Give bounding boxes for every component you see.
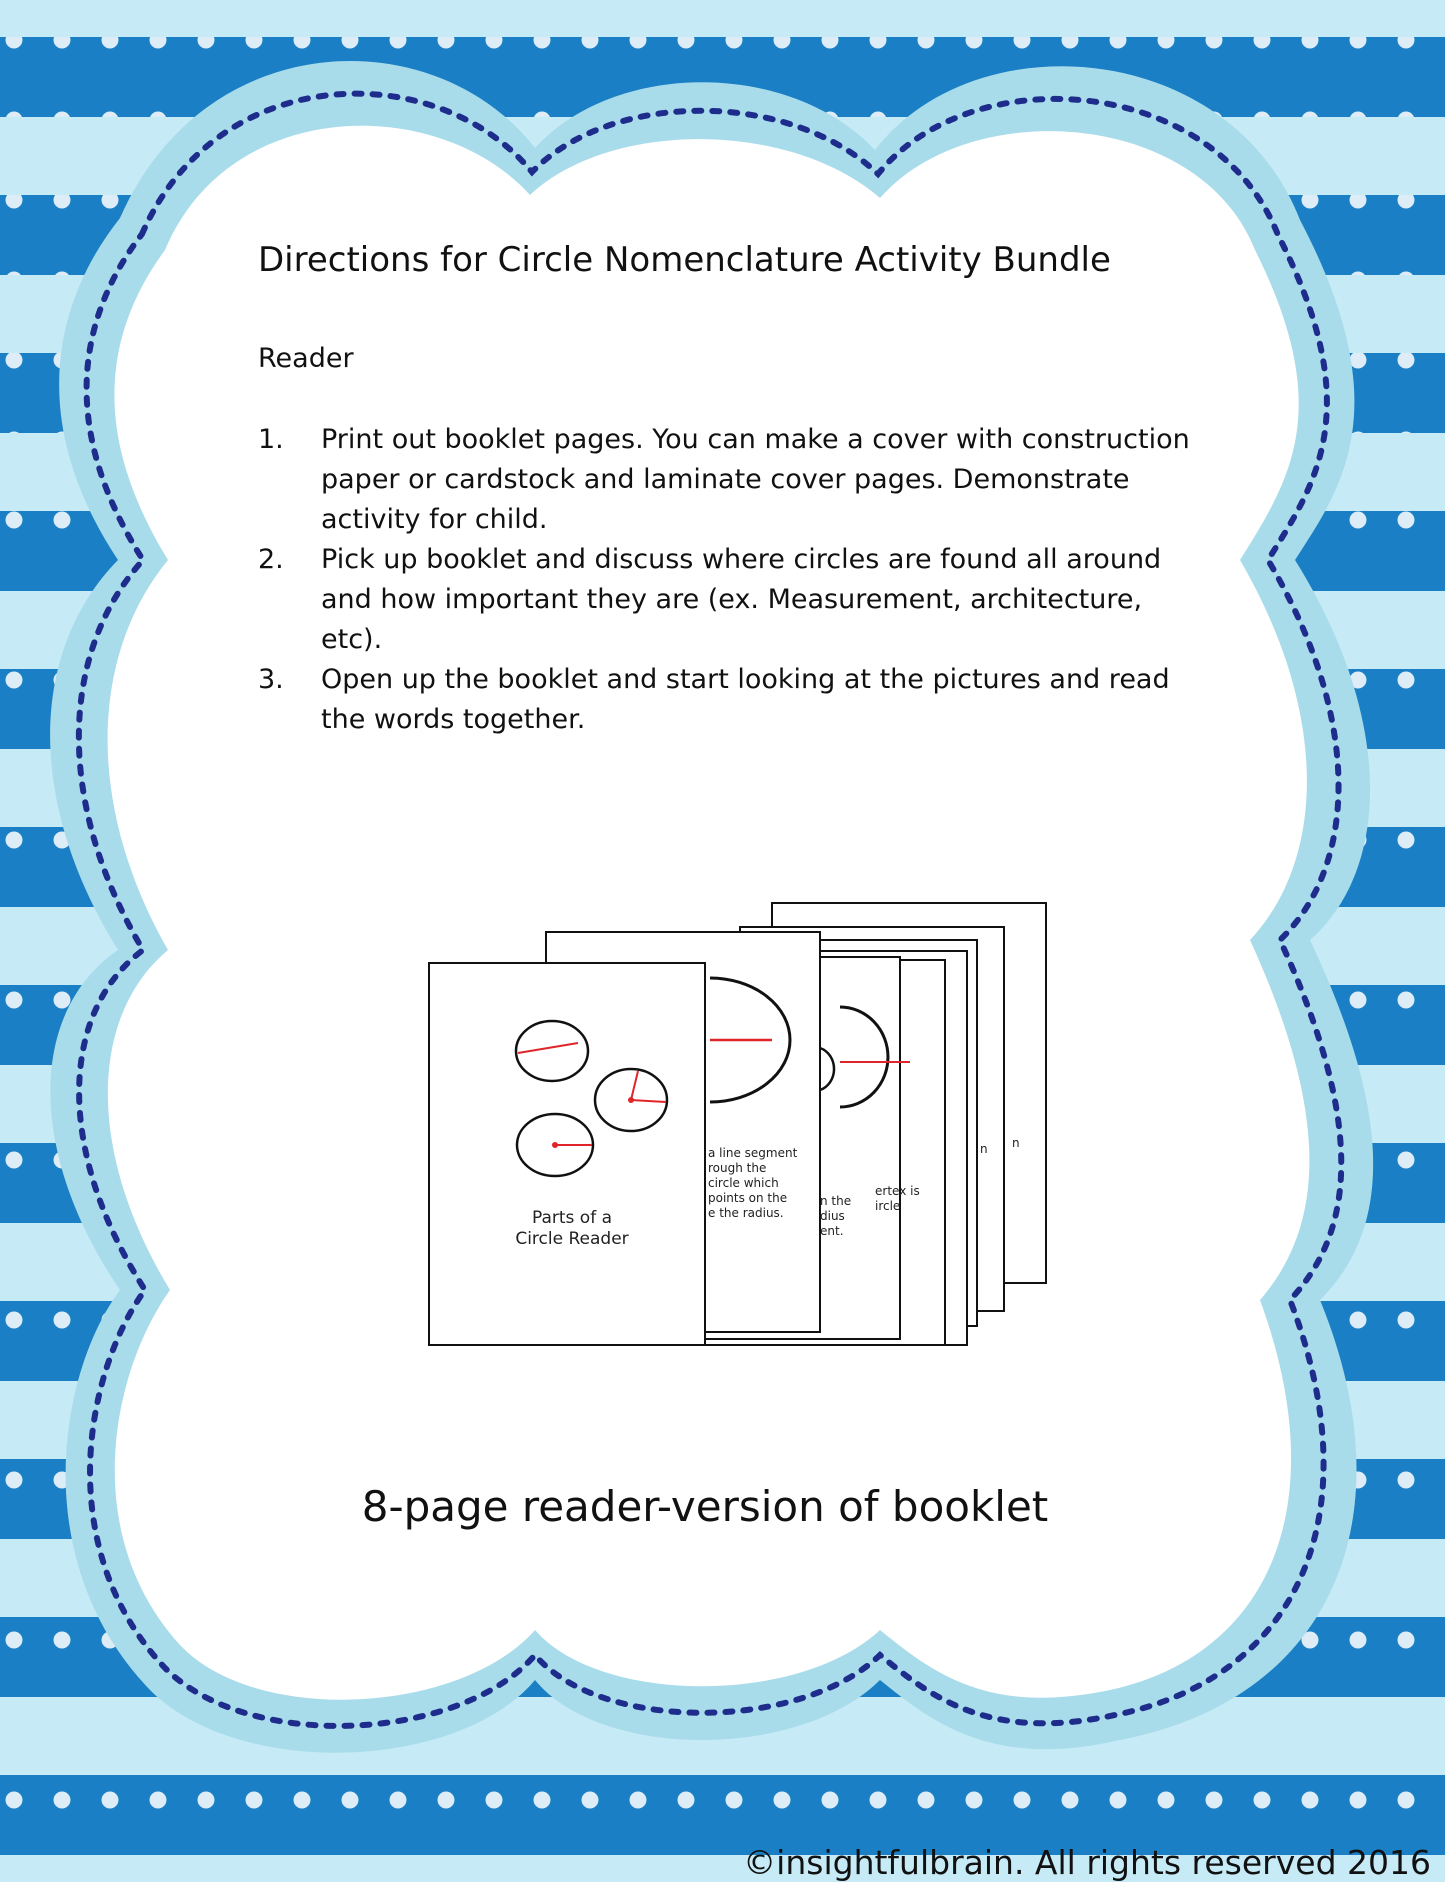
page-2-text-2: rough the xyxy=(708,1161,767,1175)
page-3-text-2: dius xyxy=(820,1209,845,1223)
cover-title-line-1: Parts of a xyxy=(531,1208,613,1228)
direction-step-3 xyxy=(258,660,1198,740)
page-5-text-1: ertex is xyxy=(875,1184,920,1198)
cover-title-line-2: Circle Reader xyxy=(515,1229,629,1249)
copyright-notice: ©insightfulbrain. All rights reserved 2016 xyxy=(743,1843,1431,1882)
cover-circle-2-center xyxy=(628,1097,634,1103)
page-2-text-1: a line segment xyxy=(708,1146,798,1160)
cover-circle-3-center xyxy=(552,1142,558,1148)
step-number: 3. xyxy=(258,664,284,695)
page-3-text-3: ent. xyxy=(820,1224,844,1238)
direction-step-1 xyxy=(258,420,1198,540)
step-text: Open up the booklet and start looking at the pictures and read the words together. xyxy=(321,664,1170,735)
page-2-text-4: points on the xyxy=(708,1191,788,1205)
page-2-text-5: e the radius. xyxy=(708,1206,784,1220)
directions-list xyxy=(258,420,1198,740)
direction-step-2 xyxy=(258,540,1198,660)
step-text: Print out booklet pages. You can make a cover with construction paper or cardstock and laminate cover pages. Demonstrate activity for child. xyxy=(321,424,1190,535)
page-2-text-3: circle which xyxy=(708,1176,779,1190)
page-8-text-1: n xyxy=(1012,1136,1020,1150)
document-title: Directions for Circle Nomenclature Activity Bundle xyxy=(258,240,1111,280)
booklet-illustration xyxy=(420,895,1060,1355)
page-7-text-1: n xyxy=(980,1142,988,1156)
booklet-cover-page xyxy=(429,963,705,1345)
booklet-caption: 8-page reader-version of booklet xyxy=(361,1482,1049,1531)
step-number: 1. xyxy=(258,424,284,455)
step-number: 2. xyxy=(258,544,284,575)
step-text: Pick up booklet and discuss where circles are found all around and how important they are (ex. Measurement, architecture, etc). xyxy=(321,544,1162,655)
page-3-text-1: n the xyxy=(820,1194,852,1208)
page-5-text-2: ircle xyxy=(875,1199,901,1213)
section-heading-reader: Reader xyxy=(258,343,354,374)
